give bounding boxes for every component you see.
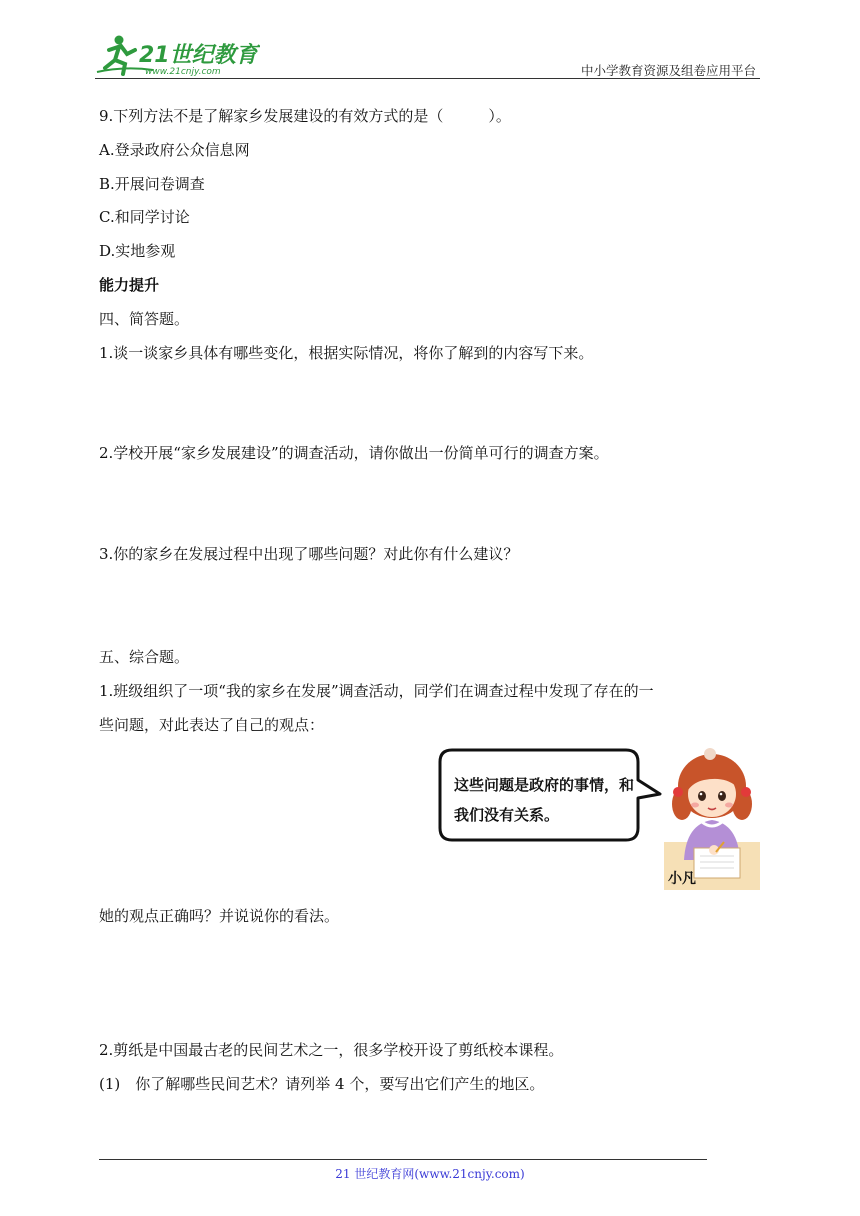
- comprehensive-1-line2: 些问题，对此表达了自己的观点：: [99, 716, 325, 734]
- option-c: C.和同学讨论: [99, 208, 190, 226]
- short-answer-2: 2.学校开展“家乡发展建设”的调查活动，请你做出一份简单可行的调查方案。: [99, 444, 609, 462]
- option-a: A.登录政府公众信息网: [99, 141, 250, 159]
- question-9: 9.下列方法不是了解家乡发展建设的有效方式的是（ ）。: [99, 107, 511, 125]
- comprehensive-2-sub1: (1) 你了解哪些民间艺术？请列举 4 个，要写出它们产生的地区。: [99, 1075, 545, 1093]
- option-d: D.实地参观: [99, 242, 176, 260]
- logo: [95, 32, 260, 78]
- section-heading-ability: 能力提升: [99, 276, 160, 294]
- option-b: B.开展问卷调查: [99, 175, 205, 193]
- logo-url: www.21cnjy.com: [145, 67, 221, 77]
- comprehensive-1-line1: 1.班级组织了一项“我的家乡在发展”调查活动，同学们在调查过程中发现了存在的一: [99, 682, 654, 700]
- page-header: [95, 32, 760, 80]
- section-four-title: 四、简答题。: [99, 310, 190, 328]
- footer-link[interactable]: 21 世纪教育网(www.21cnjy.com): [335, 1167, 525, 1181]
- bubble-text: 这些问题是政府的事情，和我们没有关系。: [454, 776, 635, 824]
- header-divider: [95, 78, 760, 79]
- comprehensive-2: 2.剪纸是中国最古老的民间艺术之一，很多学校开设了剪纸校本课程。: [99, 1041, 564, 1059]
- character-name: 小凡: [668, 871, 696, 887]
- speech-bubble: [438, 748, 663, 843]
- logo-title: 21世纪教育: [139, 43, 258, 68]
- short-answer-1: 1.谈一谈家乡具体有哪些变化，根据实际情况，将你了解到的内容写下来。: [99, 344, 594, 362]
- footer-divider: [99, 1159, 707, 1160]
- short-answer-3: 3.你的家乡在发展过程中出现了哪些问题？对此你有什么建议？: [99, 545, 519, 563]
- platform-name: 中小学教育资源及组卷应用平台: [580, 63, 756, 78]
- section-five-title: 五、综合题。: [99, 648, 190, 666]
- comprehensive-1-question: 她的观点正确吗？并说说你的看法。: [99, 907, 340, 925]
- runner-logo-icon: [95, 32, 260, 78]
